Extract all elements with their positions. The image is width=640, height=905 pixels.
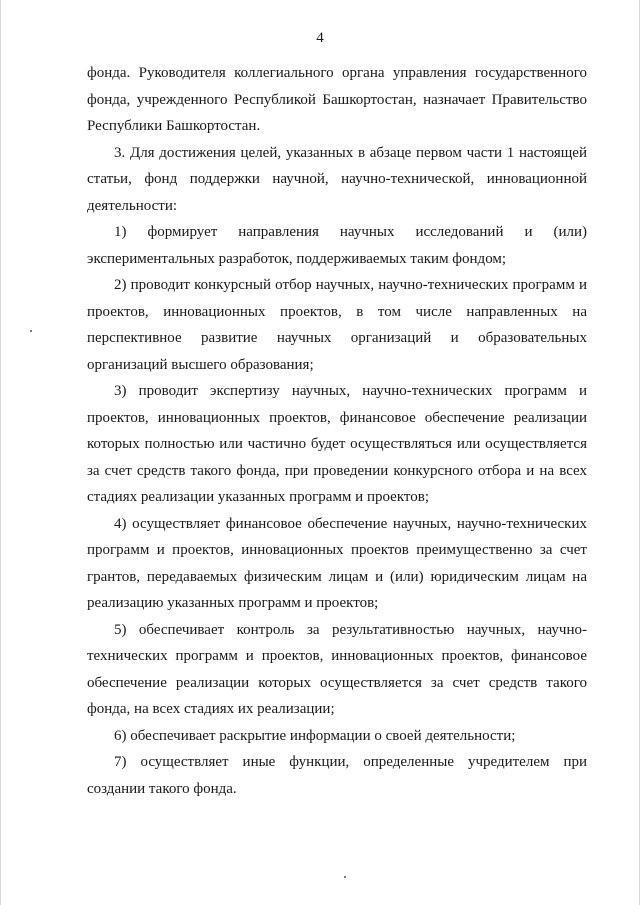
scan-speck xyxy=(30,330,32,332)
list-item-3: 3) проводит экспертизу научных, научно-технических программ и проектов, инновационных проектов, финансовое обеспечение реализации которых полностью или частично будет осуществляться или осуществляется за счет средств такого фонда, при проведении конкурсного отбора и на всех стадиях реализации указанных программ и проектов; xyxy=(87,383,587,505)
list-item-4: 4) осуществляет финансовое обеспечение научных, научно-технических программ и проектов, инновационных проектов преимущественно за счет грантов, передаваемых физическим лицам и (или) юридическим лицам на реализацию указанных программ и проектов; xyxy=(87,515,587,611)
scan-speck xyxy=(344,876,346,878)
paragraph-part-3: 3. Для достижения целей, указанных в абзаце первом части 1 настоящей статьи, фонд поддержки научной, научно-технической, инновационной деятельности: xyxy=(87,144,587,214)
paragraph-continuation: фонда. Руководителя коллегиального органа управления государственного фонда, учрежденного Республикой Башкортостан, назначает Правительство Республики Башкортостан. xyxy=(87,65,587,134)
list-item-2: 2) проводит конкурсный отбор научных, научно-технических программ и проектов, инновационных проектов, в том числе направленных на перспективное развитие научных организаций и образовательных организаций высшего образования; xyxy=(87,277,587,373)
list-item-5: 5) обеспечивает контроль за результативностью научных, научно-технических программ и проектов, инновационных проектов, финансовое обеспечение реализации которых осуществляется за счет средств такого фонда, на всех стадиях их реализации; xyxy=(87,621,587,717)
scan-edge-left xyxy=(0,0,1,905)
list-item-7: 7) осуществляет иные функции, определенные учредителем при создании такого фонда. xyxy=(87,754,587,797)
list-item-6: 6) обеспечивает раскрытие информации о своей деятельности; xyxy=(114,727,516,744)
list-item-1: 1) формирует направления научных исследований и (или) экспериментальных разработок, поддерживаемых таким фондом; xyxy=(87,224,587,267)
page-number: 4 xyxy=(316,30,324,46)
document-body xyxy=(87,60,587,802)
